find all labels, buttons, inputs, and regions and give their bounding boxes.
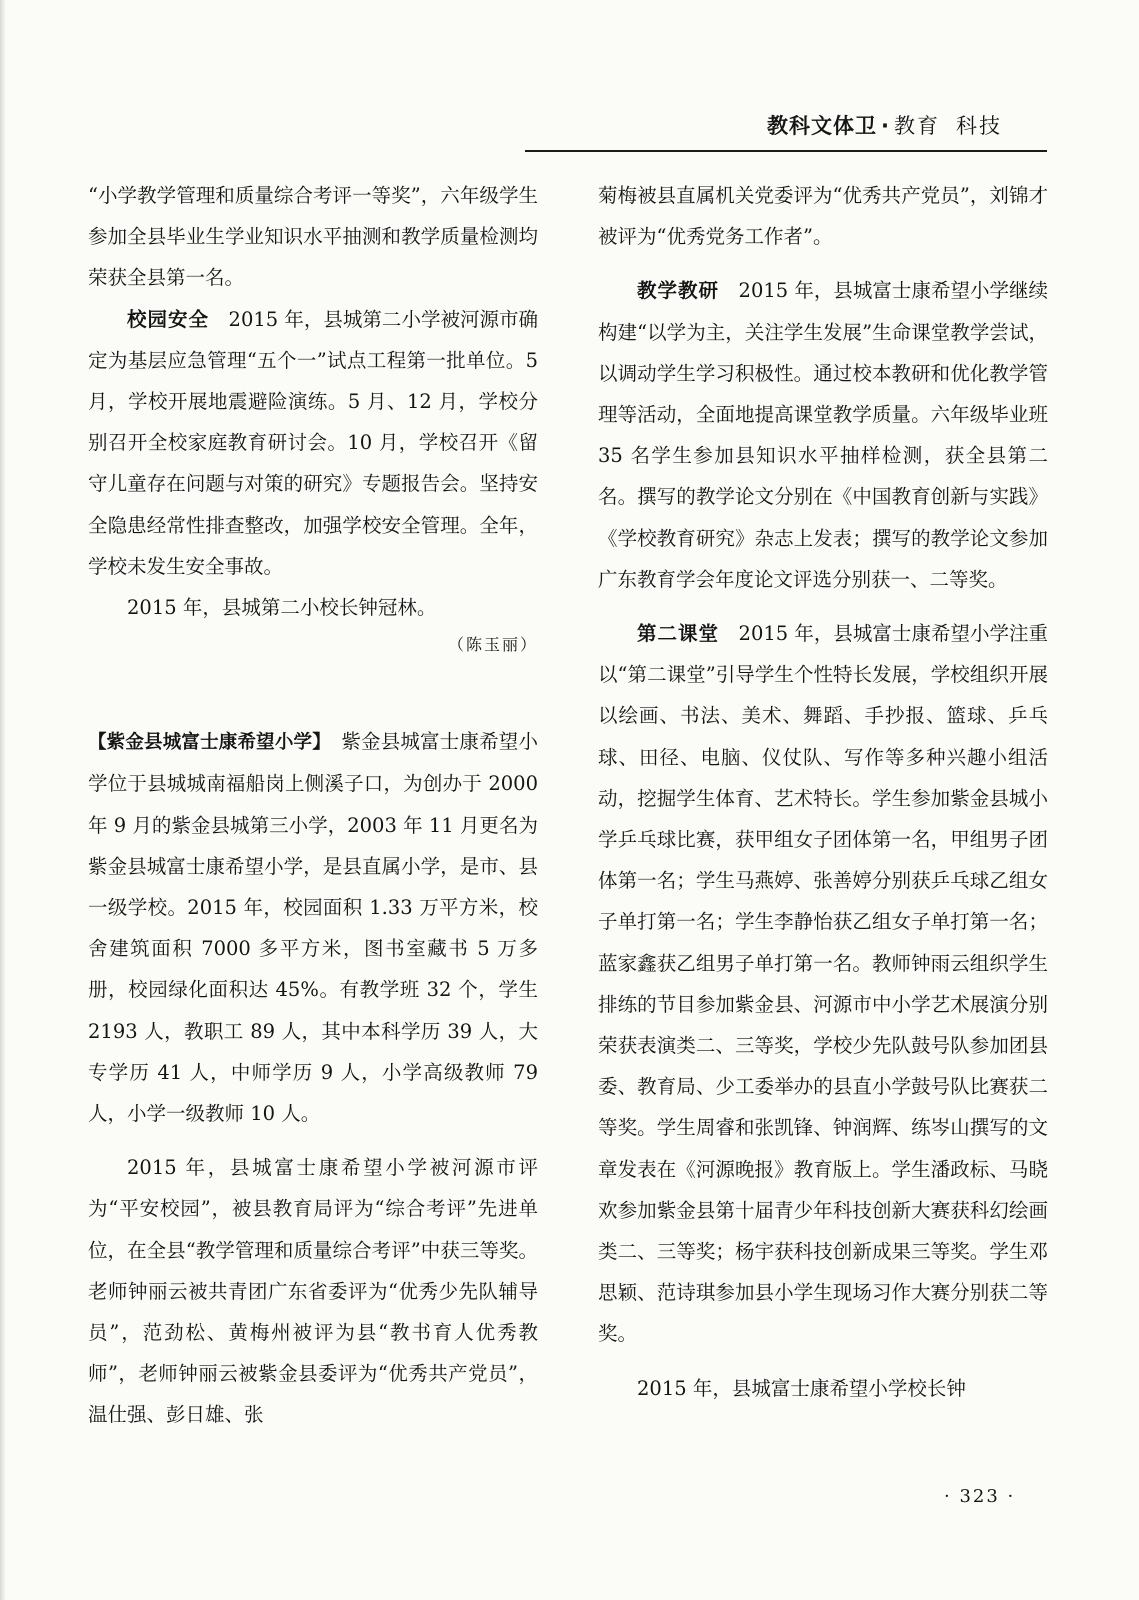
header-section: 教科文体卫 (767, 114, 877, 138)
header-subsection-2: 科技 (955, 114, 1002, 138)
author-attribution: （陈玉丽） (447, 635, 538, 655)
right-column (598, 175, 1048, 1409)
running-header (767, 110, 1047, 144)
heading-second-classroom: 第二课堂 (637, 622, 720, 646)
paragraph-award-continued: “小学教学管理和质量综合考评一等奖”，六年级学生参加全县毕业生学业知识水平抽测和教学质量检测均荣获全县第一名。 (88, 184, 538, 290)
page-number: · 323 · (944, 1486, 1016, 1507)
paragraph-principal-foxconn: 2015 年，县城富士康希望小学校长钟 (637, 1376, 966, 1400)
heading-campus-safety: 校园安全 (127, 307, 210, 331)
header-rule (525, 150, 1047, 152)
text-campus-safety: 2015 年，县城第二小学被河源市确定为基层应急管理“五个一”试点工程第一批单位。5 月，学校开展地震避险演练。5 月、12 月，学校分别召开全校家庭教育研讨会。10 月，学校召开《留守儿童存在问题与对策的研究》专题报告会。坚持安全隐患经常性排查整改，加强学校安全管理。全年，学校未发生安全事故。 (88, 307, 538, 578)
heading-teaching-research: 教学教研 (637, 279, 720, 303)
text-teaching-research: 2015 年，县城富士康希望小学继续构建“以学为主，关注学生发展”生命课堂教学尝试，以调动学生学习积极性。通过校本教研和优化教学管理等活动，全面地提高课堂教学质量。六年级毕业班 35 名学生参加县知识水平抽样检测，获全县第二名。撰写的教学论文分别在《中国教育创新与实践》《学校教育研究》杂志上发表；撰写的教学论文参加广东教育学会年度论文评选分别获一、二等奖。 (598, 279, 1048, 591)
paragraph-campus-safety (88, 299, 538, 587)
entry-title: 【紫金县城富士康希望小学】 (88, 732, 322, 754)
paragraph-second-classroom (598, 613, 1048, 1355)
header-separator: · (881, 114, 890, 138)
paragraph-awards: 2015 年，县城富士康希望小学被河源市评为“平安校园”，被县教育局评为“综合考评”先进单位，在全县“教学管理和质量综合考评”中获三等奖。老师钟丽云被共青团广东省委评为“优秀少先队辅导员”，范劲松、黄梅州被评为县“教书育人优秀教师”，老师钟丽云被紫金县委评为“优秀共产党员”，温仕强、彭日雄、张 (88, 1156, 538, 1427)
paragraph-awards-continued: 菊梅被县直属机关党委评为“优秀共产党员”，刘锦才被评为“优秀党务工作者”。 (598, 184, 1048, 249)
paragraph-teaching-research (598, 270, 1048, 600)
paragraph-entry-intro (88, 721, 538, 1134)
paragraph-principal-school-2: 2015 年，县城第二小校长钟冠林。 (127, 596, 437, 620)
header-subsection: 教育 (893, 114, 940, 138)
page-edge-shadow (0, 0, 6, 1600)
left-column (88, 175, 538, 1436)
text-second-classroom: 2015 年，县城富士康希望小学注重以“第二课堂”引导学生个性特长发展，学校组织开展以绘画、书法、美术、舞蹈、手抄报、篮球、乒乓球、田径、电脑、仪仗队、写作等多种兴趣小组活动，挖掘学生体育、艺术特长。学生参加紫金县城小学乒乓球比赛，获甲组女子团体第一名，甲组男子团体第一名；学生马燕婷、张善婷分别获乒乓球乙组女子单打第一名；学生李静怡获乙组女子单打第一名；蓝家鑫获乙组男子单打第一名。教师钟雨云组织学生排练的节目参加紫金县、河源市中小学艺术展演分别荣获表演类二、三等奖，学校少先队鼓号队参加团县委、教育局、少工委举办的县直小学鼓号队比赛获二等奖。学生周睿和张凯锋、钟润辉、练岑山撰写的文章发表在《河源晚报》教育版上。学生潘政标、马晓欢参加紫金县第十届青少年科技创新大赛获科幻绘画类二、三等奖；杨宇获科技创新成果三等奖。学生邓思颖、范诗琪参加县小学生现场习作大赛分别获二等奖。 (598, 622, 1048, 1346)
entry-intro-text: 紫金县城富士康希望小学位于县城城南福船岗上侧溪子口，为创办于 2000 年 9 月的紫金县城第三小学，2003 年 11 月更名为紫金县城富士康希望小学，是县直属小学，是市、县一级学校。2015 年，校园面积 1.33 万平方米，校舍建筑面积 7000 多平方米，图书室藏书 5 万多册，校园绿化面积达 45%。有教学班 32 个，学生 2193 人，教职工 89 人，其中本科学历 39 人，大专学历 41 人，中师学历 9 人，小学高级教师 79 人，小学一级教师 10 人。 (88, 730, 538, 1126)
